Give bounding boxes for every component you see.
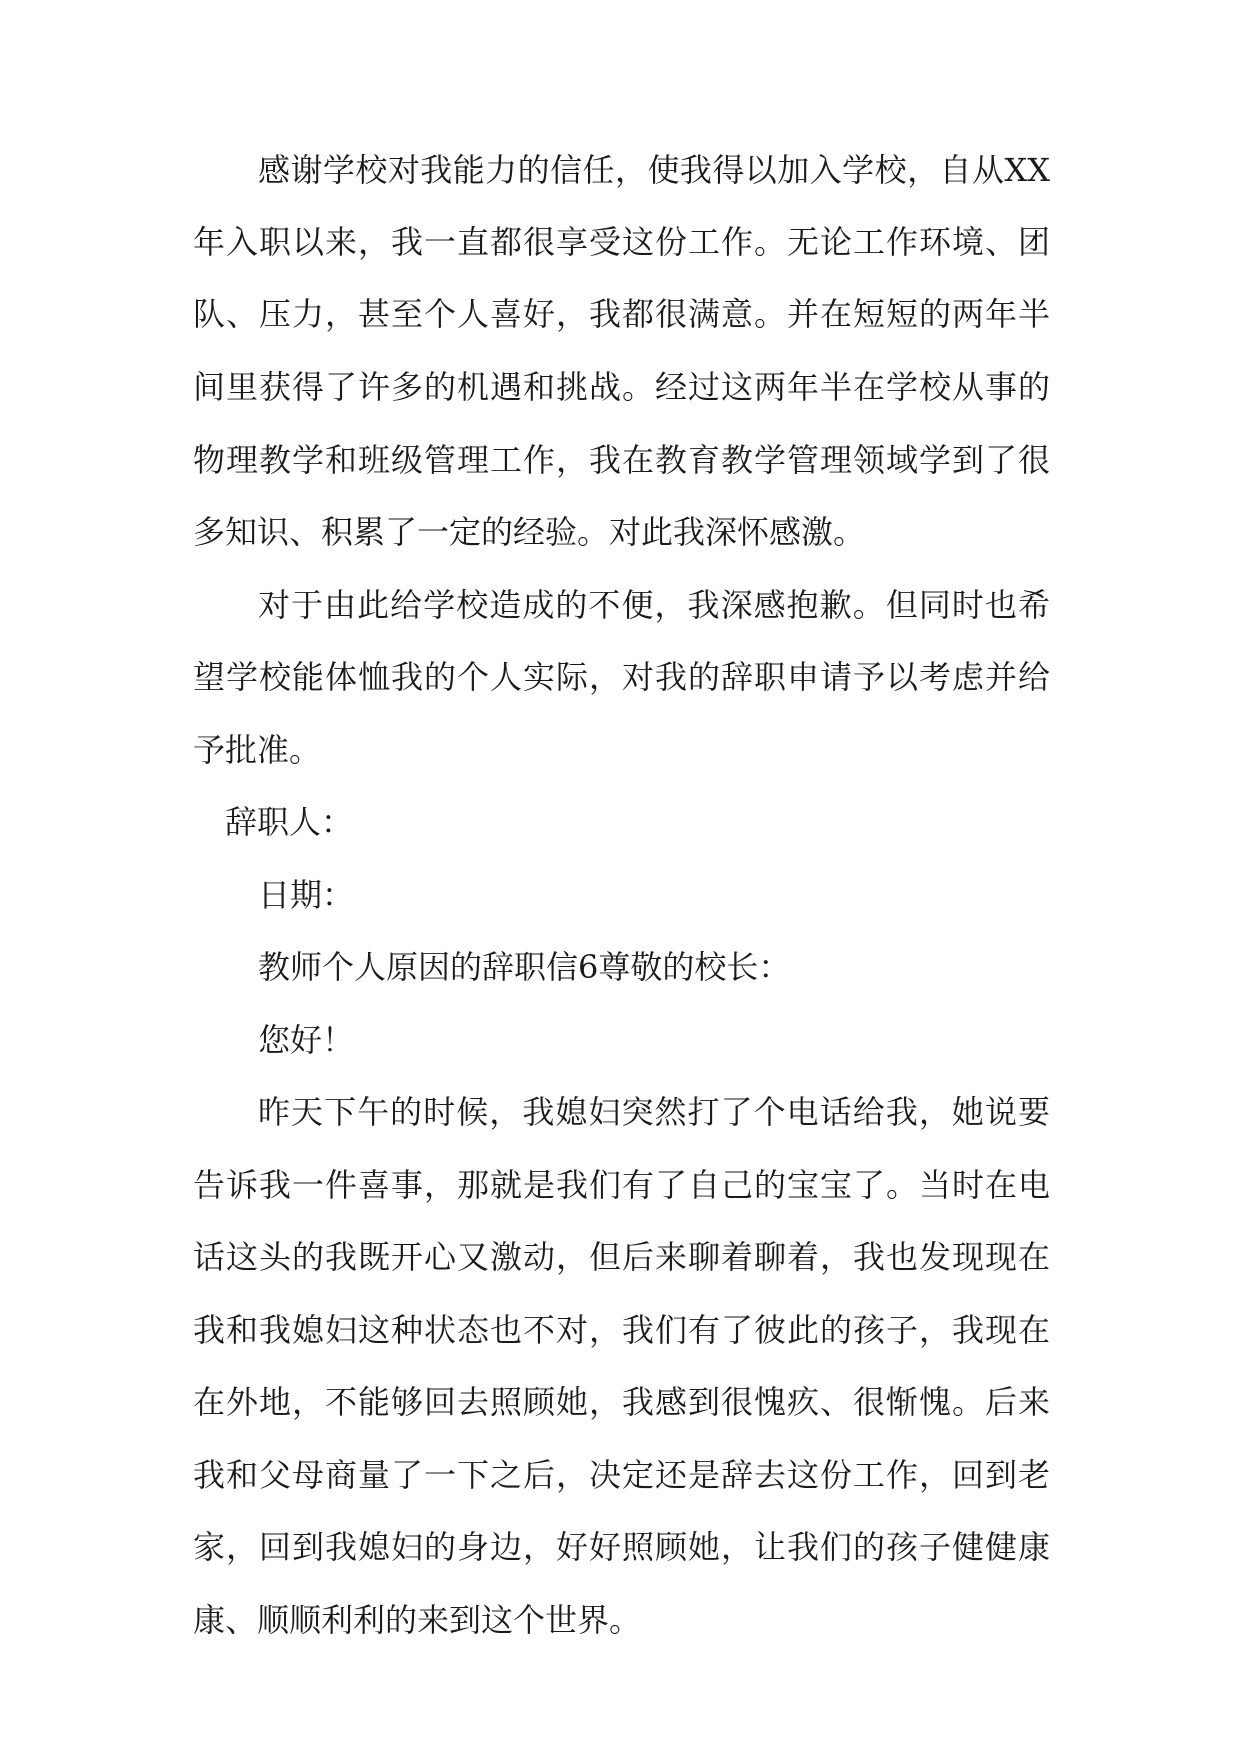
- paragraph-3-line-4: 我和我媳妇这种状态也不对，我们有了彼此的孩子，我现在: [193, 1311, 1050, 1349]
- paragraph-3-line-5: 在外地，不能够回去照顾她，我感到很愧疚、很惭愧。后来: [193, 1383, 1050, 1421]
- paragraph-1-line-1: 感谢学校对我能力的信任，使我得以加入学校，自从XX: [258, 151, 1050, 189]
- paragraph-2-line-1: 对于由此给学校造成的不便，我深感抱歉。但同时也希: [258, 586, 1050, 624]
- paragraph-3-line-7: 家，回到我媳妇的身边，好好照顾她，让我们的孩子健健康: [193, 1528, 1050, 1566]
- date-label: 日期：: [258, 876, 355, 914]
- paragraph-3-line-3: 话这头的我既开心又激动，但后来聊着聊着，我也发现现在: [193, 1238, 1050, 1276]
- paragraph-1-line-4: 间里获得了许多的机遇和挑战。经过这两年半在学校从事的: [193, 368, 1050, 406]
- paragraph-1-line-2: 年入职以来，我一直都很享受这份工作。无论工作环境、团: [193, 223, 1050, 261]
- paragraph-1-line-3: 队、压力，甚至个人喜好，我都很满意。并在短短的两年半: [193, 295, 1050, 333]
- paragraph-2-line-3: 予批准。: [193, 731, 322, 769]
- paragraph-3-line-1: 昨天下午的时候，我媳妇突然打了个电话给我，她说要: [258, 1093, 1050, 1131]
- paragraph-3-line-2: 告诉我一件喜事，那就是我们有了自己的宝宝了。当时在电: [193, 1166, 1050, 1204]
- paragraph-3-line-8: 康、顺顺利利的来到这个世界。: [193, 1601, 642, 1639]
- paragraph-2-line-2: 望学校能体恤我的个人实际，对我的辞职申请予以考虑并给: [193, 658, 1050, 696]
- paragraph-1-line-5: 物理教学和班级管理工作，我在教育教学管理领域学到了很: [193, 441, 1050, 479]
- letter-heading: 教师个人原因的辞职信6尊敬的校长：: [258, 948, 791, 986]
- greeting: 您好！: [258, 1021, 355, 1059]
- paragraph-1-line-6: 多知识、积累了一定的经验。对此我深怀感激。: [193, 513, 866, 551]
- paragraph-3-line-6: 我和父母商量了一下之后，决定还是辞去这份工作，回到老: [193, 1456, 1050, 1494]
- resigner-label: 辞职人：: [225, 803, 354, 841]
